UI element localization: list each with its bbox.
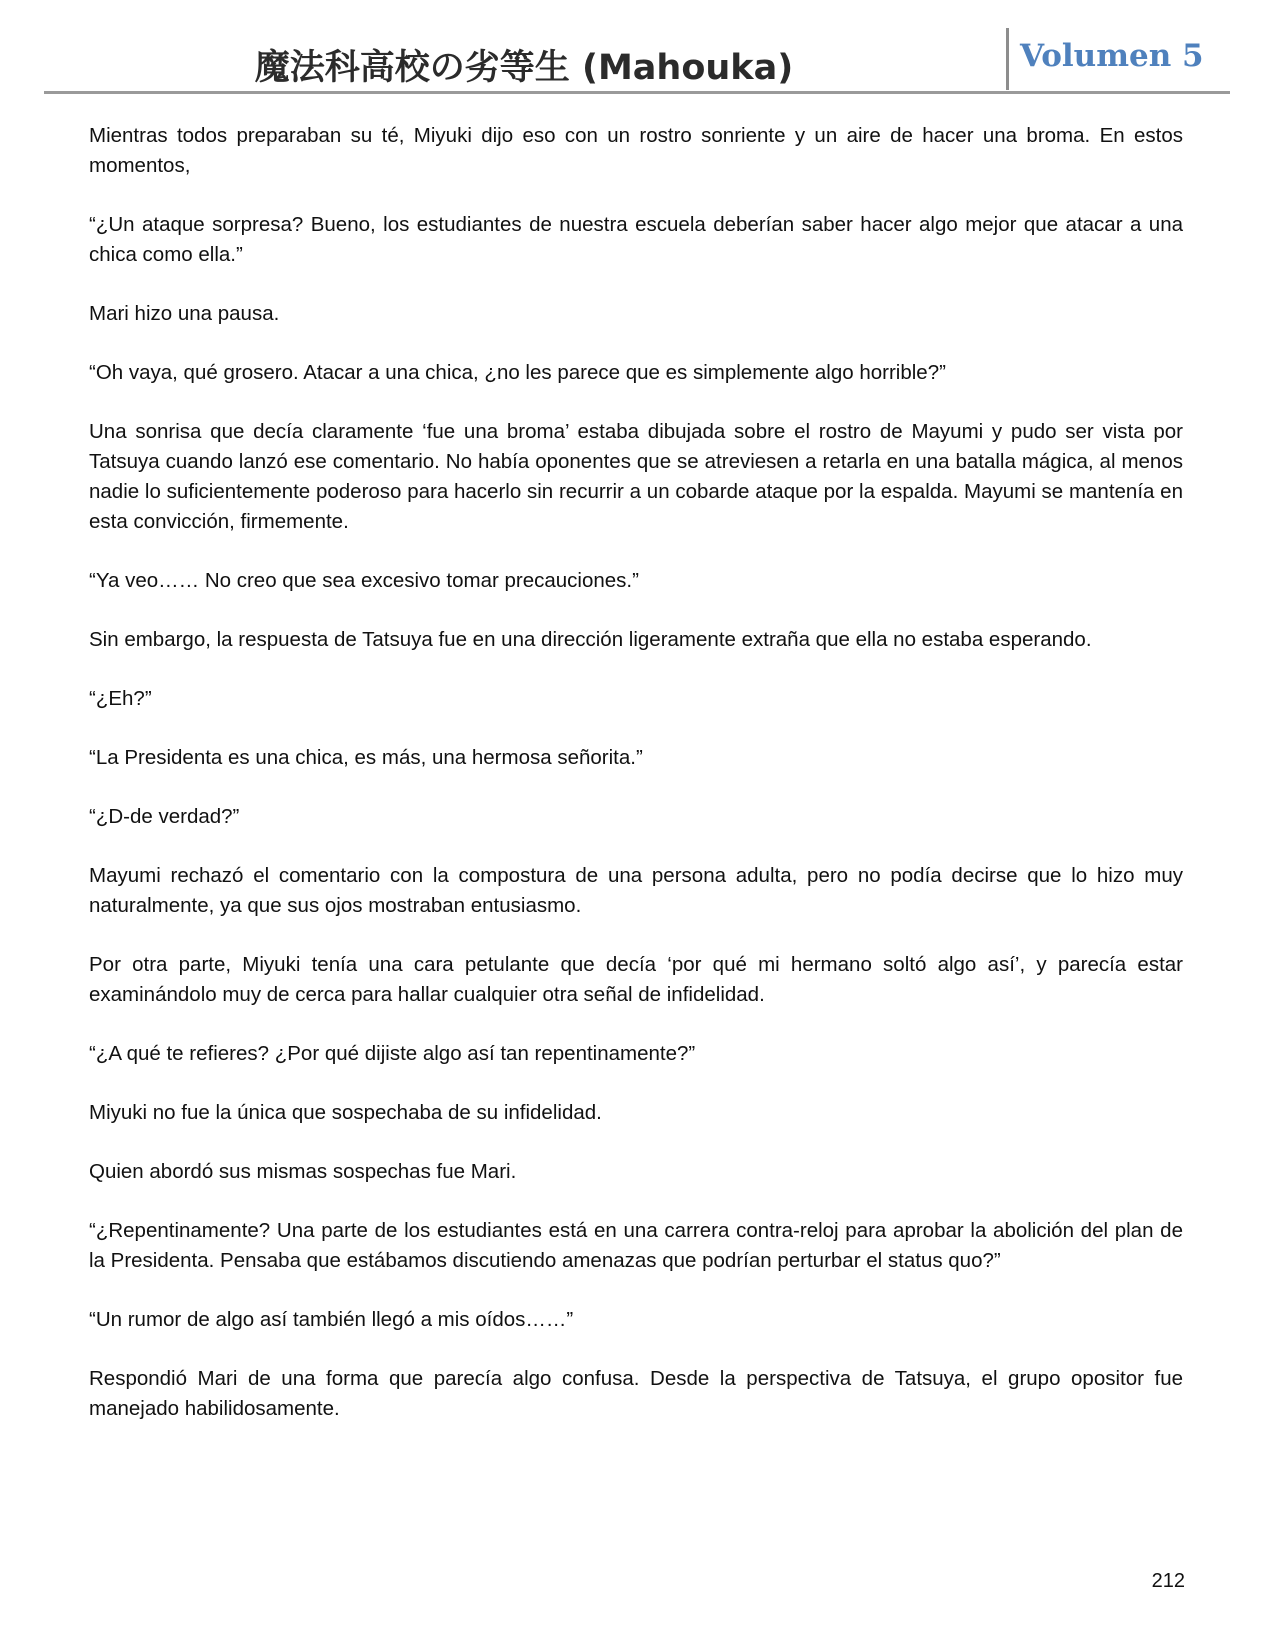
paragraph: Miyuki no fue la única que sospechaba de su infidelidad. [89,1101,602,1124]
paragraph: “¿Un ataque sorpresa? Bueno, los estudiantes de nuestra escuela deberían saber hacer algo mejor que atacar a una chica como ella.” [89,213,1183,266]
page-body [89,121,1183,1453]
paragraph: “La Presidenta es una chica, es más, una hermosa señorita.” [89,746,643,769]
paragraph: Sin embargo, la respuesta de Tatsuya fue en una dirección ligeramente extraña que ella no estaba esperando. [89,628,1092,651]
paragraph: Quien abordó sus mismas sospechas fue Mari. [89,1160,517,1183]
paragraph: “Un rumor de algo así también llegó a mis oídos……” [89,1308,574,1331]
paragraph: “Oh vaya, qué grosero. Atacar a una chica, ¿no les parece que es simplemente algo horrible?” [89,361,946,384]
header-divider [1006,28,1009,90]
paragraph: “¿D-de verdad?” [89,805,240,828]
volume-label: Volumen 5 [1020,38,1204,74]
paragraph: Mientras todos preparaban su té, Miyuki dijo eso con un rostro sonriente y un aire de hacer una broma. En estos momentos, [89,124,1183,177]
page-header [44,28,1230,92]
book-title: 魔法科高校の劣等生 (Mahouka) [254,48,794,88]
paragraph: “Ya veo…… No creo que sea excesivo tomar precauciones.” [89,569,639,592]
paragraph: “¿Eh?” [89,687,152,710]
paragraph: Por otra parte, Miyuki tenía una cara petulante que decía ‘por qué mi hermano soltó algo así’, y parecía estar examinándolo muy de cerca para hallar cualquier otra señal de infidelidad. [89,953,1183,1006]
paragraph: Mayumi rechazó el comentario con la compostura de una persona adulta, pero no podía decirse que lo hizo muy naturalmente, ya que sus ojos mostraban entusiasmo. [89,864,1183,917]
page-number: 212 [1151,1570,1185,1592]
paragraph: Respondió Mari de una forma que parecía algo confusa. Desde la perspectiva de Tatsuya, el grupo opositor fue manejado habilidosamente. [89,1367,1183,1420]
paragraph: Mari hizo una pausa. [89,302,280,325]
paragraph: “¿A qué te refieres? ¿Por qué dijiste algo así tan repentinamente?” [89,1042,696,1065]
paragraph: Una sonrisa que decía claramente ‘fue una broma’ estaba dibujada sobre el rostro de Mayumi y pudo ser vista por Tatsuya cuando lanzó ese comentario. No había oponentes que se atreviesen a retarla en una batalla mágica, al menos nadie lo suficientemente poderoso para hacerlo sin recurrir a un cobarde ataque por la espalda. Mayumi se mantenía en esta convicción, firmemente. [89,420,1183,533]
paragraph: “¿Repentinamente? Una parte de los estudiantes está en una carrera contra-reloj para aprobar la abolición del plan de la Presidenta. Pensaba que estábamos discutiendo amenazas que podrían perturbar el status quo?” [89,1219,1183,1272]
header-rule [44,91,1230,94]
